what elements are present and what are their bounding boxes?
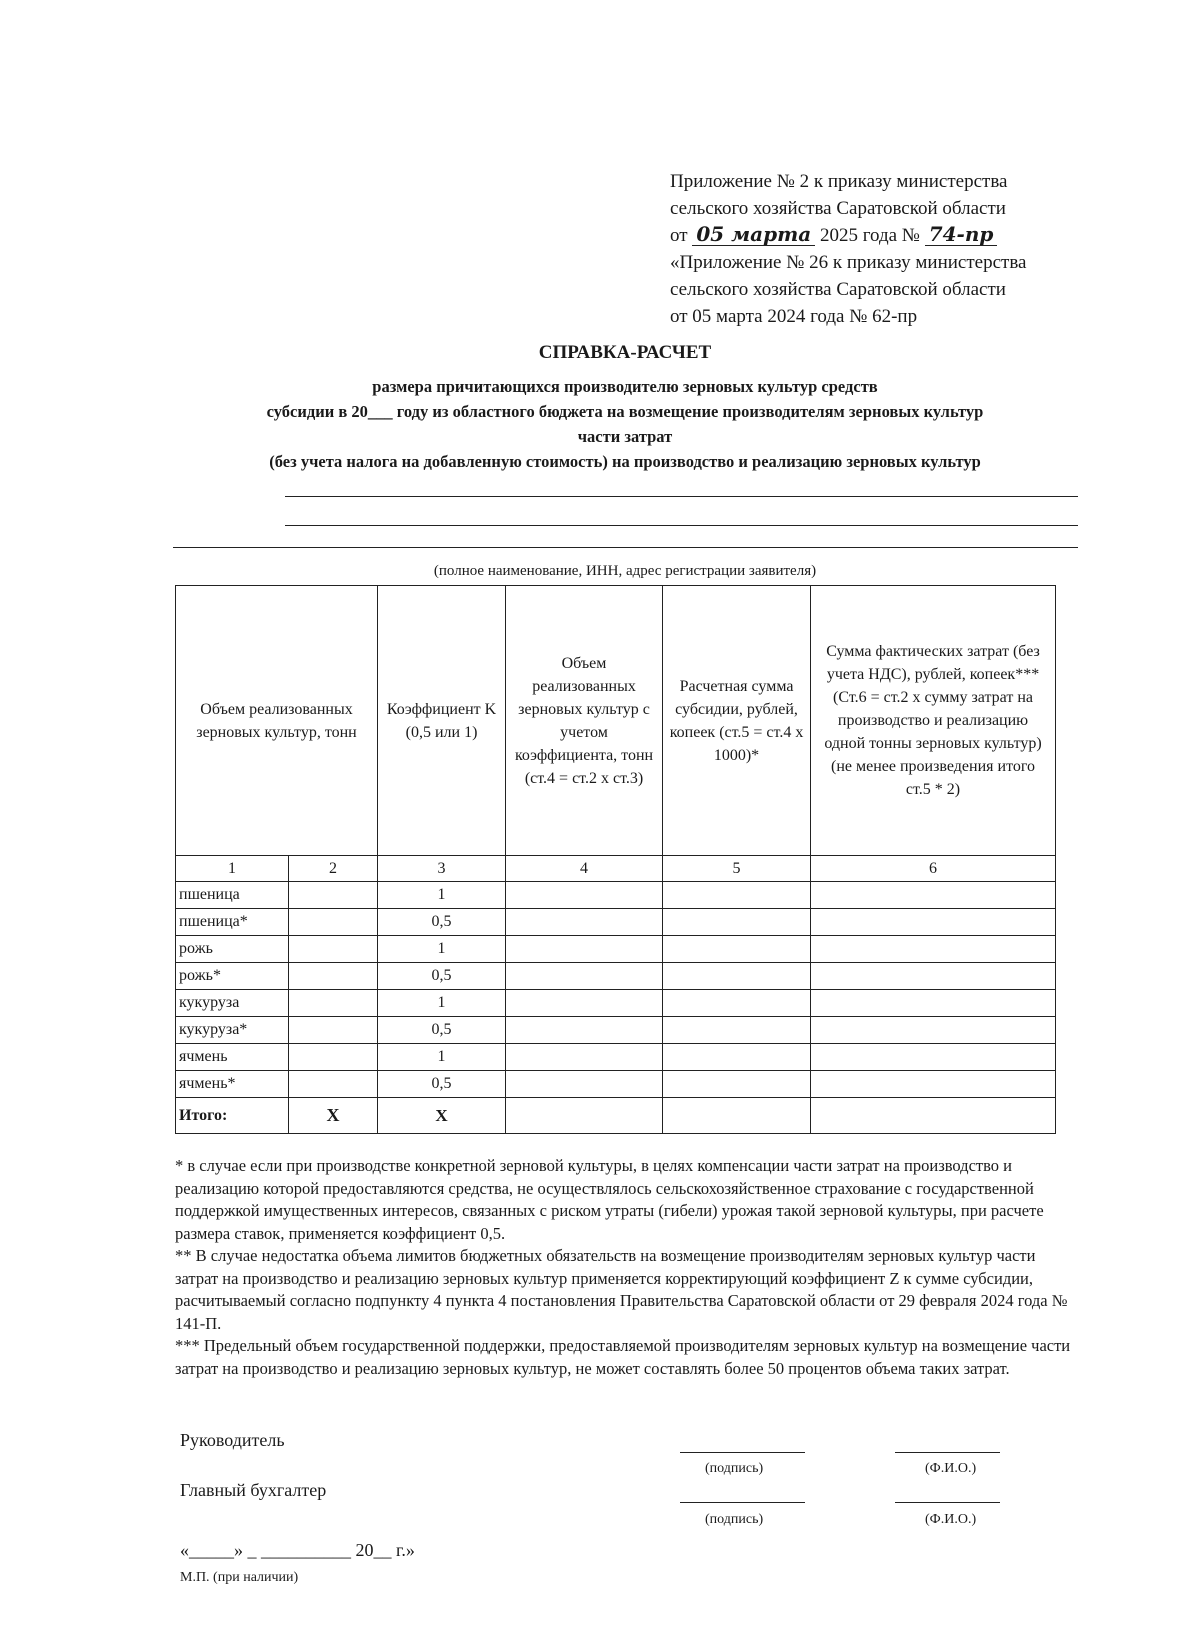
- subsidy-cell[interactable]: [663, 936, 811, 963]
- volume-k-cell[interactable]: [506, 936, 663, 963]
- crop-name: рожь: [176, 936, 289, 963]
- volume-k-cell[interactable]: [506, 882, 663, 909]
- column-number: 4: [506, 856, 663, 882]
- crop-name: кукуруза: [176, 990, 289, 1017]
- footnote-1: * в случае если при производстве конкретной зерновой культуры, в целях компенсации части затрат на производство и реализацию которой предоставляются средства, не осуществлялось сельскохозяйственное страхование с государственной поддержкой имущественных интересов, связанных с риском утраты (гибели) урожая такой зерновой культуры, при расчете размера ставок, применяется коэффициент 0,5.: [175, 1156, 1044, 1243]
- header-line-6: от 05 марта 2024 года № 62-пр: [670, 306, 918, 327]
- footnote-2: ** В случае недостатка объема лимитов бюджетных обязательств на возмещение производителям зерновых культур части затрат на производство и реализацию зерновых культур применяется корректирующий коэффициент Z к сумме субсидии, расчитываемый согласно подпункту 4 пункта 4 постановления Правительства Саратовской области от 29 февраля 2024 года № 141-П.: [175, 1246, 1068, 1333]
- table-row: [176, 1017, 1056, 1044]
- total-col2-x: X: [289, 1098, 378, 1134]
- header-coefficient: Коэффициент K (0,5 или 1): [378, 586, 506, 856]
- total-col3-x: X: [378, 1098, 506, 1134]
- coefficient-cell: 1: [378, 990, 506, 1017]
- crop-name: рожь*: [176, 963, 289, 990]
- column-number: 6: [811, 856, 1056, 882]
- costs-cell[interactable]: [811, 963, 1056, 990]
- header-line-4: «Приложение № 26 к приказу министерства: [670, 252, 1027, 273]
- crop-name: ячмень: [176, 1044, 289, 1071]
- head-label: Руководитель: [180, 1430, 285, 1450]
- document-subtitle-3: части затрат: [577, 427, 673, 446]
- coefficient-cell: 1: [378, 936, 506, 963]
- column-number: 5: [663, 856, 811, 882]
- volume-cell[interactable]: [289, 882, 378, 909]
- subsidy-cell[interactable]: [663, 1017, 811, 1044]
- header-volume-with-coefficient: Объем реализованных зерновых культур с учетом коэффициента, тонн (ст.4 = ст.2 x ст.3): [506, 586, 663, 856]
- applicant-line-3: [173, 547, 1078, 548]
- coefficient-cell: 0,5: [378, 1071, 506, 1098]
- header-line-1: Приложение № 2 к приказу министерства: [670, 171, 1008, 192]
- accountant-signature-line: [680, 1502, 805, 1503]
- accountant-name-caption: (Ф.И.О.): [925, 1512, 977, 1527]
- total-volume-k-cell[interactable]: [506, 1098, 663, 1134]
- coefficient-cell: 0,5: [378, 1017, 506, 1044]
- subsidy-cell[interactable]: [663, 990, 811, 1017]
- volume-cell[interactable]: [289, 909, 378, 936]
- table-row: [176, 882, 1056, 909]
- footnote-3: *** Предельный объем государственной поддержки, предоставляемой производителям зерновых культур на возмещение части затрат на производство и реализацию зерновых культур, не может составлять более 50 процентов объема таких затрат.: [175, 1336, 1071, 1378]
- table-row: [176, 1071, 1056, 1098]
- column-number: 1: [176, 856, 289, 882]
- volume-k-cell[interactable]: [506, 1071, 663, 1098]
- document-subtitle-2: субсидии в 20___ году из областного бюджета на возмещение производителям зерновых культур: [266, 402, 984, 421]
- subsidy-cell[interactable]: [663, 1044, 811, 1071]
- calculation-table: [175, 585, 1056, 1134]
- crop-name: ячмень*: [176, 1071, 289, 1098]
- header-subsidy-amount: Расчетная сумма субсидии, рублей, копеек (ст.5 = ст.4 x 1000)*: [663, 586, 811, 856]
- coefficient-cell: 0,5: [378, 909, 506, 936]
- coefficient-cell: 1: [378, 882, 506, 909]
- header-date-prefix: от: [670, 225, 688, 246]
- applicant-caption: (полное наименование, ИНН, адрес регистрации заявителя): [433, 563, 817, 579]
- volume-k-cell[interactable]: [506, 963, 663, 990]
- volume-cell[interactable]: [289, 1071, 378, 1098]
- document-title: СПРАВКА-РАСЧЕТ: [538, 342, 712, 363]
- header-line-2: сельского хозяйства Саратовской области: [670, 198, 1006, 219]
- column-number: 3: [378, 856, 506, 882]
- header-volume-sold: Объем реализованных зерновых культур, тонн: [176, 586, 378, 856]
- subsidy-cell[interactable]: [663, 963, 811, 990]
- seal-caption: М.П. (при наличии): [180, 1570, 299, 1585]
- head-name-line: [895, 1452, 1000, 1453]
- coefficient-cell: 1: [378, 1044, 506, 1071]
- volume-cell[interactable]: [289, 1044, 378, 1071]
- date-line: «_____» _ __________ 20__ г.»: [180, 1540, 415, 1560]
- handwritten-order-number: 74-пр: [925, 223, 998, 246]
- costs-cell[interactable]: [811, 882, 1056, 909]
- table-row: [176, 1044, 1056, 1071]
- coefficient-cell: 0,5: [378, 963, 506, 990]
- costs-cell[interactable]: [811, 990, 1056, 1017]
- applicant-line-1: [285, 496, 1078, 497]
- costs-cell[interactable]: [811, 909, 1056, 936]
- table-row: [176, 963, 1056, 990]
- handwritten-date: 05 марта: [692, 223, 815, 246]
- header-actual-costs: Сумма фактических затрат (без учета НДС), рублей, копеек*** (Ст.6 = ст.2 x сумму затрат на производство и реализацию одной тонны зерновых культур) (не менее произведения итого ст.5 * 2): [811, 586, 1056, 856]
- accountant-name-line: [895, 1502, 1000, 1503]
- table-column-numbers-row: [176, 856, 1056, 882]
- table-row: [176, 936, 1056, 963]
- header-line-3: [670, 222, 997, 249]
- document-subtitle-1: размера причитающихся производителю зерновых культур средств: [372, 377, 878, 396]
- volume-k-cell[interactable]: [506, 1017, 663, 1044]
- head-name-caption: (Ф.И.О.): [925, 1461, 977, 1476]
- crop-name: пшеница*: [176, 909, 289, 936]
- crop-name: кукуруза*: [176, 1017, 289, 1044]
- subsidy-cell[interactable]: [663, 909, 811, 936]
- volume-cell[interactable]: [289, 936, 378, 963]
- table-row: [176, 990, 1056, 1017]
- volume-cell[interactable]: [289, 1017, 378, 1044]
- total-costs-cell[interactable]: [811, 1098, 1056, 1134]
- accountant-signature-caption: (подпись): [705, 1512, 764, 1527]
- volume-cell[interactable]: [289, 963, 378, 990]
- applicant-line-2: [285, 525, 1078, 526]
- document-subtitle-4: (без учета налога на добавленную стоимость) на производство и реализацию зерновых культур: [269, 452, 981, 471]
- total-subsidy-cell[interactable]: [663, 1098, 811, 1134]
- column-number: 2: [289, 856, 378, 882]
- table-row: [176, 909, 1056, 936]
- costs-cell[interactable]: [811, 1017, 1056, 1044]
- volume-k-cell[interactable]: [506, 990, 663, 1017]
- head-signature-line: [680, 1452, 805, 1453]
- costs-cell[interactable]: [811, 1071, 1056, 1098]
- header-line-5: сельского хозяйства Саратовской области: [670, 279, 1006, 300]
- table-total-row: [176, 1098, 1056, 1134]
- head-signature-caption: (подпись): [705, 1461, 764, 1476]
- header-year-number: 2025 года №: [819, 225, 920, 246]
- subsidy-cell[interactable]: [663, 1071, 811, 1098]
- costs-cell[interactable]: [811, 1044, 1056, 1071]
- costs-cell[interactable]: [811, 936, 1056, 963]
- table-header-row: [176, 586, 1056, 856]
- subsidy-cell[interactable]: [663, 882, 811, 909]
- crop-name: пшеница: [176, 882, 289, 909]
- accountant-label: Главный бухгалтер: [180, 1480, 327, 1500]
- volume-k-cell[interactable]: [506, 1044, 663, 1071]
- volume-cell[interactable]: [289, 990, 378, 1017]
- volume-k-cell[interactable]: [506, 909, 663, 936]
- total-label: Итого:: [176, 1098, 289, 1134]
